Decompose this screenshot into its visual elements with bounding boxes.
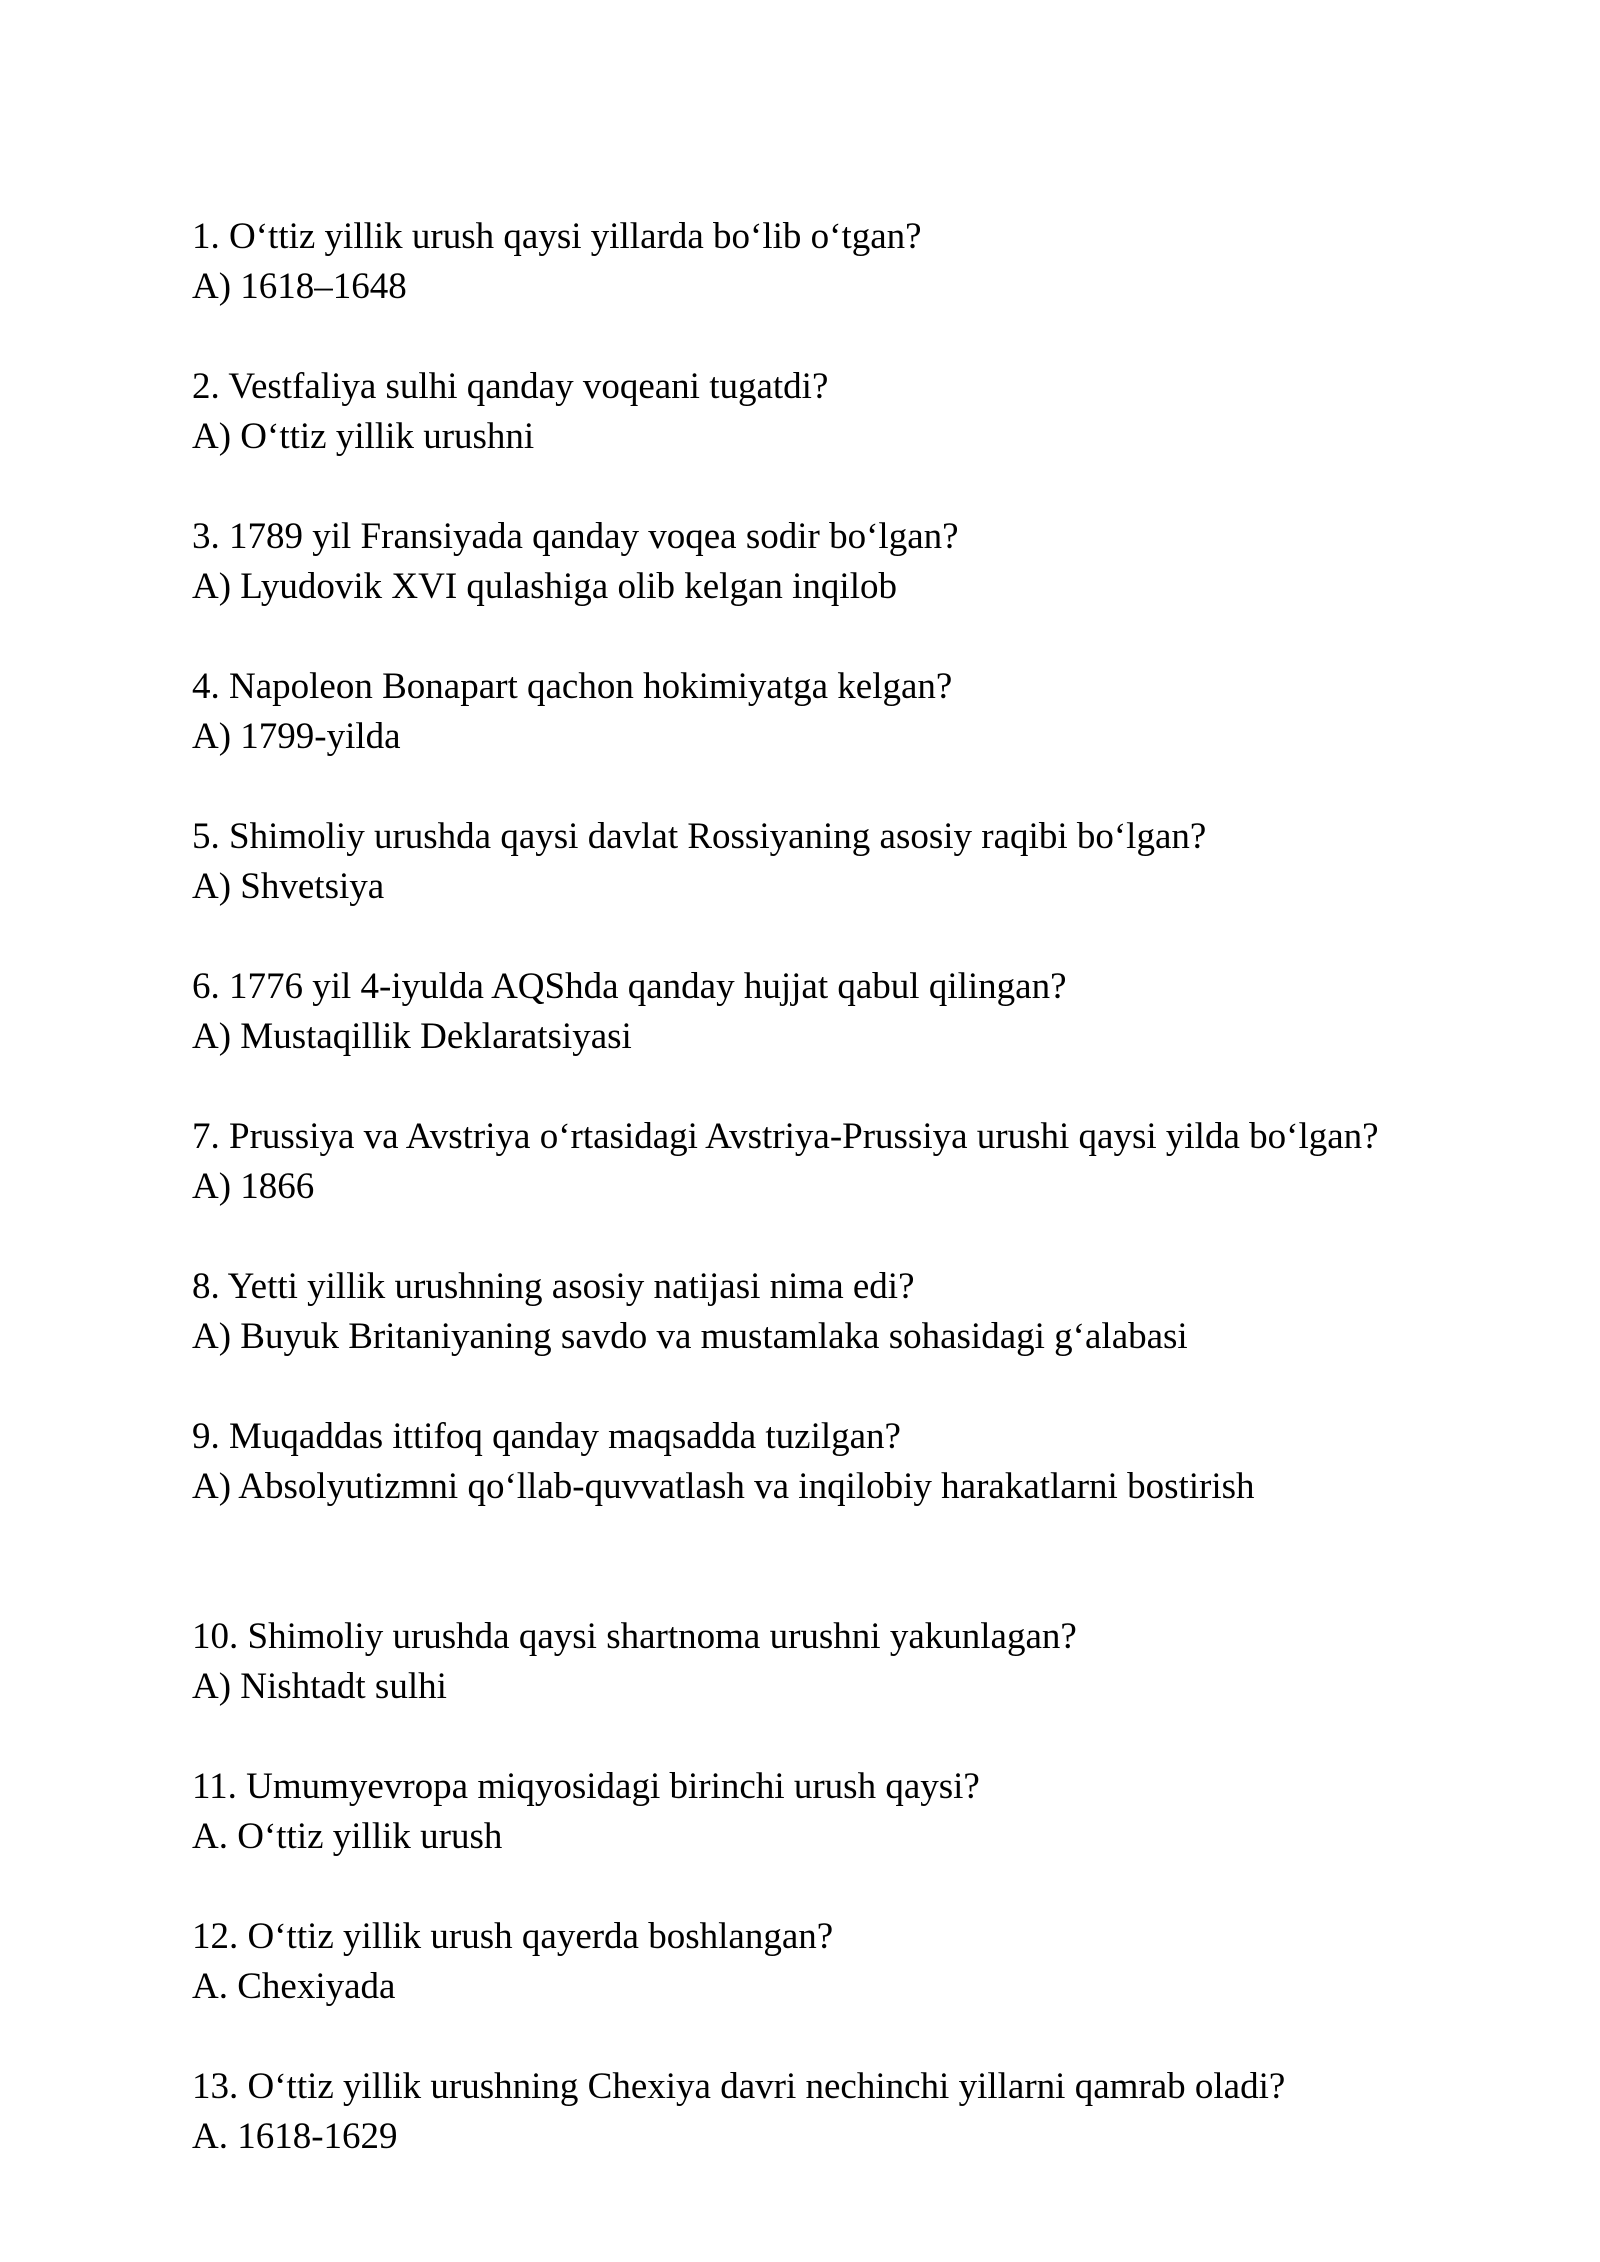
answer-text: A) Buyuk Britaniyaning savdo va mustamlaka sohasidagi g‘alabasi — [192, 1316, 1188, 1357]
question-text: 1. O‘ttiz yillik urush qaysi yillarda bo‘lib o‘tgan? — [192, 216, 922, 257]
answer-text: A. Chexiyada — [192, 1966, 396, 2007]
answer-text: A) Nishtadt sulhi — [192, 1666, 447, 1707]
question-text: 3. 1789 yil Fransiyada qanday voqea sodir bo‘lgan? — [192, 516, 959, 557]
answer-text: A. 1618-1629 — [192, 2116, 398, 2157]
question-item-2 — [192, 362, 1452, 462]
answer-text: A. O‘ttiz yillik urush — [192, 1816, 503, 1857]
answer-text: A) Absolyutizmni qo‘llab-quvvatlash va inqilobiy harakatlarni bostirish — [192, 1466, 1255, 1507]
question-text: 9. Muqaddas ittifoq qanday maqsadda tuzilgan? — [192, 1416, 901, 1457]
question-item-11 — [192, 1762, 1452, 1862]
answer-text: A) Lyudovik XVI qulashiga olib kelgan inqilob — [192, 566, 897, 607]
question-text: 10. Shimoliy urushda qaysi shartnoma urushni yakunlagan? — [192, 1616, 1077, 1657]
question-text: 5. Shimoliy urushda qaysi davlat Rossiyaning asosiy raqibi bo‘lgan? — [192, 816, 1207, 857]
answer-text: A) 1618–1648 — [192, 266, 407, 307]
question-item-10 — [192, 1612, 1452, 1712]
question-text: 2. Vestfaliya sulhi qanday voqeani tugatdi? — [192, 366, 829, 407]
question-item-3 — [192, 512, 1452, 612]
question-text: 11. Umumyevropa miqyosidagi birinchi urush qaysi? — [192, 1766, 980, 1807]
question-text: 4. Napoleon Bonapart qachon hokimiyatga kelgan? — [192, 666, 953, 707]
question-item-4 — [192, 662, 1452, 762]
question-item-9 — [192, 1412, 1452, 1512]
answer-text: A) O‘ttiz yillik urushni — [192, 416, 535, 457]
question-text: 7. Prussiya va Avstriya o‘rtasidagi Avstriya-Prussiya urushi qaysi yilda bo‘lgan? — [192, 1116, 1379, 1157]
question-item-1 — [192, 212, 1452, 312]
question-item-6 — [192, 962, 1452, 1062]
answer-text: A) Shvetsiya — [192, 866, 385, 907]
question-text: 8. Yetti yillik urushning asosiy natijasi nima edi? — [192, 1266, 915, 1307]
question-text: 13. O‘ttiz yillik urushning Chexiya davri nechinchi yillarni qamrab oladi? — [192, 2066, 1286, 2107]
question-text: 12. O‘ttiz yillik urush qayerda boshlangan? — [192, 1916, 834, 1957]
question-item-13 — [192, 2062, 1452, 2162]
answer-text: A) 1866 — [192, 1166, 315, 1207]
question-text: 6. 1776 yil 4-iyulda AQShda qanday hujjat qabul qilingan? — [192, 966, 1067, 1007]
question-list — [192, 212, 1452, 2212]
question-item-12 — [192, 1912, 1452, 2012]
question-item-8 — [192, 1262, 1452, 1362]
answer-text: A) Mustaqillik Deklaratsiyasi — [192, 1016, 632, 1057]
answer-text: A) 1799-yilda — [192, 716, 401, 757]
question-item-7 — [192, 1112, 1452, 1212]
question-item-5 — [192, 812, 1452, 912]
